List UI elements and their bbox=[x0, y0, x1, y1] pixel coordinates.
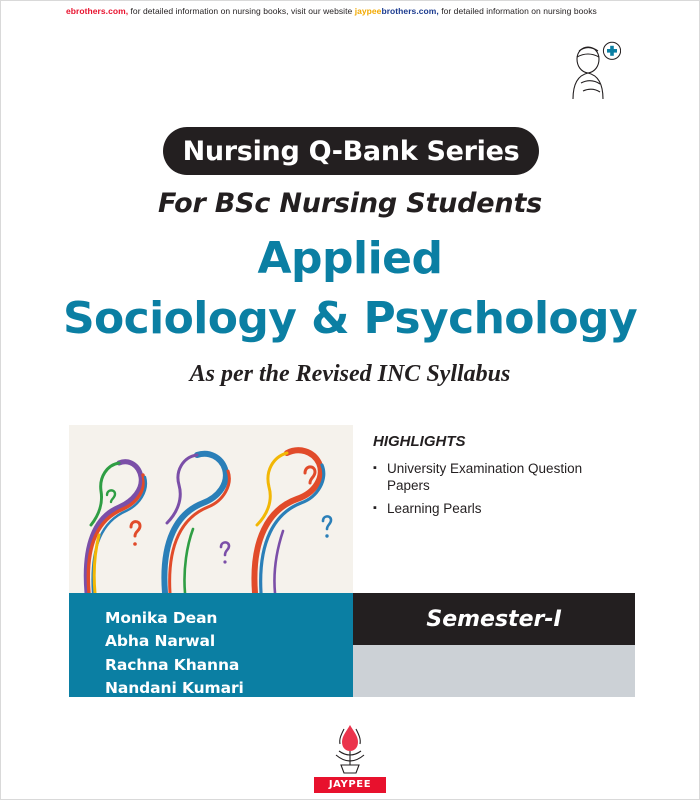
highlight-text: Learning Pearls bbox=[387, 500, 482, 516]
promo-site-brothers: brothers.com, bbox=[381, 6, 439, 16]
syllabus-note: As per the Revised INC Syllabus bbox=[189, 361, 511, 387]
author-name: Abha Narwal bbox=[105, 632, 216, 651]
author-name: Rachna Khanna bbox=[105, 655, 240, 674]
book-title-line-2: Sociology & Psychology bbox=[62, 293, 638, 344]
jaypee-wordmark: JAYPEE bbox=[314, 777, 386, 793]
author-name: Nandani Kumari bbox=[105, 678, 244, 697]
semester-badge: Semester-I bbox=[353, 593, 635, 645]
audience-subtitle: For BSc Nursing Students bbox=[157, 188, 543, 219]
bullet-icon: ▪ bbox=[373, 462, 377, 474]
nurse-logo-icon bbox=[559, 39, 621, 101]
grey-accent-band bbox=[353, 645, 635, 697]
author-name: Monika Dean bbox=[105, 609, 218, 627]
highlight-text: University Examination Question Papers bbox=[387, 461, 583, 493]
promo-site-jaypee: jaypee bbox=[354, 6, 382, 16]
publisher-logo bbox=[1, 721, 699, 793]
promo-tail: for detailed information on nursing books bbox=[438, 6, 597, 16]
highlights-heading: HIGHLIGHTS bbox=[373, 433, 466, 450]
highlights-block bbox=[373, 433, 623, 524]
author-band bbox=[69, 593, 353, 697]
top-promo-strip bbox=[66, 4, 636, 19]
cover-artwork bbox=[69, 425, 353, 593]
highlight-item bbox=[373, 461, 623, 495]
series-title-pill: Nursing Q-Bank Series bbox=[163, 127, 539, 175]
highlight-item bbox=[373, 501, 623, 518]
book-title-line-1: Applied bbox=[257, 233, 443, 284]
promo-mid: for detailed information on nursing books, visit our website bbox=[128, 6, 355, 16]
promo-lead: ebrothers.com, bbox=[66, 6, 129, 16]
bullet-icon: ▪ bbox=[373, 501, 377, 514]
jaypee-torch-icon bbox=[323, 721, 377, 777]
